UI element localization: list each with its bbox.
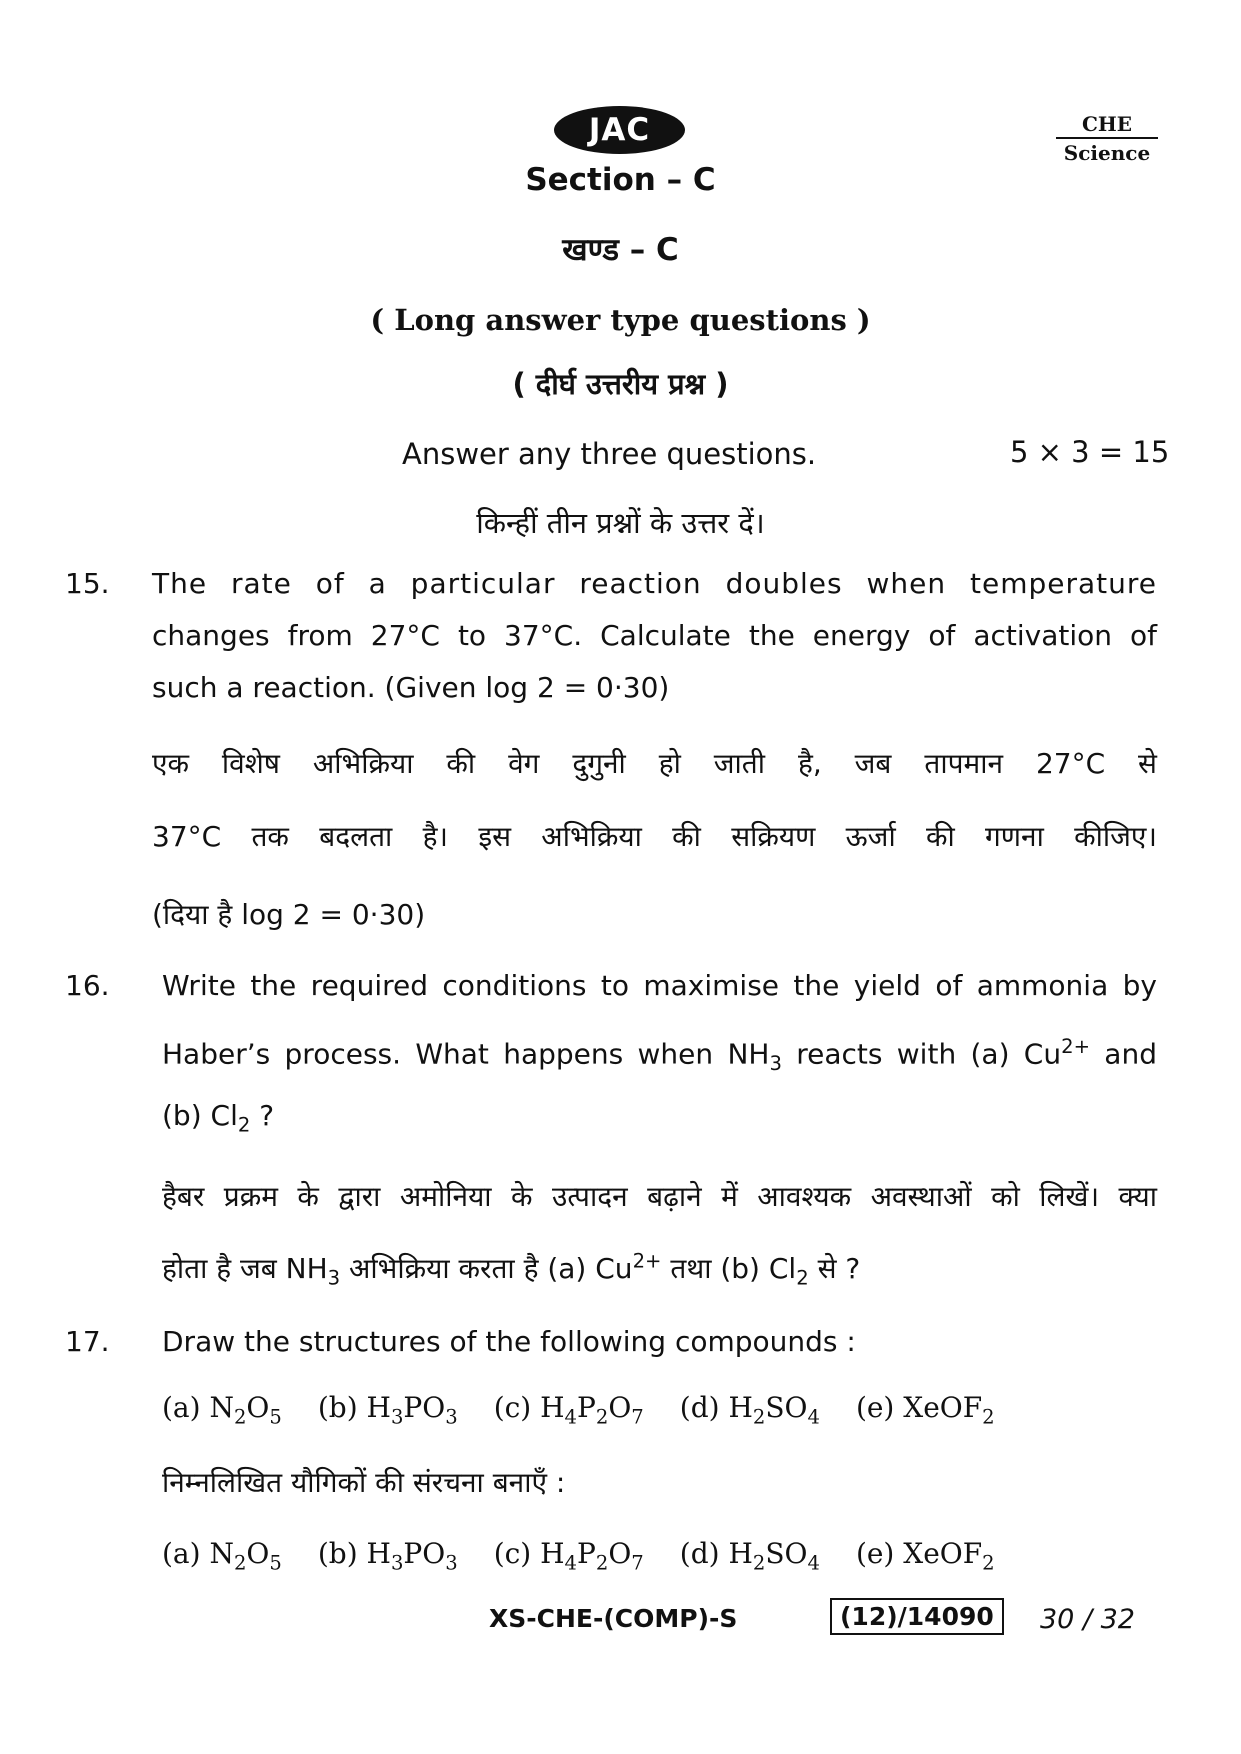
compound-formula-part: H [540,1391,565,1424]
instruction-en: Answer any three questions. [402,437,817,471]
compound-formula-part: 3 [445,1551,458,1575]
page-number: 30 / 32 [1040,1604,1135,1635]
question-number-16: 16. [65,969,110,1002]
compound-item [162,1391,282,1429]
compound-label: (b) [317,1391,367,1424]
compound-formula-part: 5 [269,1551,282,1575]
section-title-hi: खण्ड – C [562,232,679,268]
compound-formula-part: P [577,1537,596,1570]
q17-compound-list-hi [162,1537,1031,1575]
compound-label: (c) [493,1537,541,1570]
q16-hi-l2-c: तथा (b) Cl [661,1252,797,1285]
q16-hi-l2-sub: 3 [327,1266,341,1290]
compound-formula-part: 2 [752,1551,766,1575]
marks-scheme: 5 × 3 = 15 [1010,435,1170,469]
section-title-en: Section – C [525,162,716,198]
compound-formula-part: 2 [982,1405,995,1429]
compound-formula-part: 4 [564,1551,578,1575]
compound-formula-part: PO [403,1537,446,1570]
compound-item [162,1537,282,1575]
question-number-15: 15. [65,567,110,600]
compound-formula-part: 2 [233,1405,247,1429]
subject-code: CHE [1081,112,1133,136]
compound-item [494,1391,644,1429]
subject-name: Science [1063,141,1151,165]
compound-formula-part: H [366,1537,391,1570]
q15-text-hi-line3: (दिया है log 2 = 0·30) [152,898,426,931]
compound-item [318,1537,458,1575]
q17-compound-list-en [162,1391,1031,1429]
q16-hi-l2-a: होता है जब NH [162,1252,328,1285]
q16-hi-l2-sub2: 2 [796,1266,809,1290]
question-number-17: 17. [65,1325,110,1358]
compound-formula-part: O [246,1537,270,1570]
q16-hi-l2-sup: 2+ [632,1249,662,1273]
compound-formula-part: 4 [807,1405,820,1429]
compound-label: (d) [679,1537,729,1570]
paper-code: XS-CHE-(COMP)-S [489,1604,738,1633]
compound-item [494,1537,644,1575]
compound-formula-part: 2 [595,1405,609,1429]
compound-formula-part: 2 [752,1405,766,1429]
compound-formula-part: 3 [390,1551,404,1575]
compound-formula-part: N [209,1391,234,1424]
subject-label [1052,112,1162,165]
q15-text-en-line2: changes from 27°C to 37°C. Calculate the energy of activation of [152,619,1157,652]
compound-formula-part: 7 [631,1551,644,1575]
paper-serial-box: (12)/14090 [830,1598,1004,1635]
instruction-hi: किन्हीं तीन प्रश्नों के उत्तर दें। [476,506,765,540]
compound-formula-part: P [577,1391,596,1424]
compound-label: (e) [855,1391,904,1424]
compound-formula-part: 4 [807,1551,820,1575]
compound-formula-part: SO [765,1391,808,1424]
compound-item [856,1391,995,1429]
compound-formula-part: 4 [564,1405,578,1429]
compound-formula-part: H [728,1391,753,1424]
compound-formula-part: PO [403,1391,446,1424]
compound-label: (b) [317,1537,367,1570]
q16-text-en-line2 [162,1035,1157,1075]
compound-formula-part: SO [765,1537,808,1570]
question-type-hi: ( दीर्घ उत्तरीय प्रश्न ) [512,367,729,401]
compound-formula-part: 2 [595,1551,609,1575]
q16-hi-l2-d: से ? [808,1252,861,1285]
compound-label: (d) [679,1391,729,1424]
q17-text-en-line1: Draw the structures of the following compounds : [162,1325,856,1358]
q16-en-l2-sub: 3 [769,1051,782,1075]
q15-text-hi-line2: 37°C तक बदलता है। इस अभिक्रिया की सक्रियण ऊर्जा की गणना कीजिए। [152,820,1157,853]
jac-logo-text: JAC [588,112,651,148]
q16-text-hi-line2 [162,1249,860,1290]
compound-formula-part: 7 [631,1405,644,1429]
q16-text-en-line1: Write the required conditions to maximise the yield of ammonia by [162,969,1157,1002]
compound-item [680,1537,820,1575]
compound-formula-part: 5 [269,1405,282,1429]
q17-text-hi-line1: निम्नलिखित यौगिकों की संरचना बनाएँ : [162,1466,566,1499]
compound-formula-part: N [209,1537,234,1570]
compound-item [856,1537,995,1575]
jac-logo [554,106,685,154]
q15-text-en-line3: such a reaction. (Given log 2 = 0·30) [152,671,670,704]
compound-label: (c) [493,1391,541,1424]
q15-text-hi-line1: एक विशेष अभिक्रिया की वेग दुगुनी हो जाती है, जब तापमान 27°C से [152,747,1157,780]
compound-formula-part: O [608,1391,632,1424]
compound-label: (e) [855,1537,904,1570]
compound-item [680,1391,820,1429]
compound-formula-part: XeOF [903,1537,983,1570]
compound-formula-part: 2 [233,1551,247,1575]
compound-formula-part: O [246,1391,270,1424]
compound-item [318,1391,458,1429]
q16-hi-l2-b: अभिक्रिया करता है (a) Cu [340,1252,633,1285]
q16-en-l2-a: Haber’s process. What happens when NH [162,1037,770,1071]
q16-text-hi-line1: हैबर प्रक्रम के द्वारा अमोनिया के उत्पादन बढ़ाने में आवश्यक अवस्थाओं को लिखें। क्या [162,1180,1157,1213]
q16-en-l2-b: reacts with (a) Cu [781,1037,1062,1071]
q16-text-en-line3 [162,1099,274,1137]
compound-formula-part: XeOF [903,1391,983,1424]
compound-formula-part: 3 [390,1405,404,1429]
compound-label: (a) [162,1391,210,1424]
q16-en-l3-sub: 2 [237,1113,251,1137]
q16-en-l2-sup: 2+ [1061,1035,1090,1058]
compound-formula-part: H [366,1391,391,1424]
question-type-en: ( Long answer type questions ) [370,303,871,337]
q16-en-l3-a: (b) Cl [162,1099,238,1132]
q16-en-l3-b: ? [250,1099,275,1132]
compound-formula-part: H [728,1537,753,1570]
compound-formula-part: H [540,1537,565,1570]
q15-text-en-line1: The rate of a particular reaction doubles when temperature [152,567,1157,600]
subject-divider [1056,137,1158,139]
compound-formula-part: 2 [982,1551,995,1575]
compound-label: (a) [162,1537,210,1570]
compound-formula-part: 3 [445,1405,458,1429]
compound-formula-part: O [608,1537,632,1570]
q16-en-l2-c: and [1090,1037,1157,1071]
